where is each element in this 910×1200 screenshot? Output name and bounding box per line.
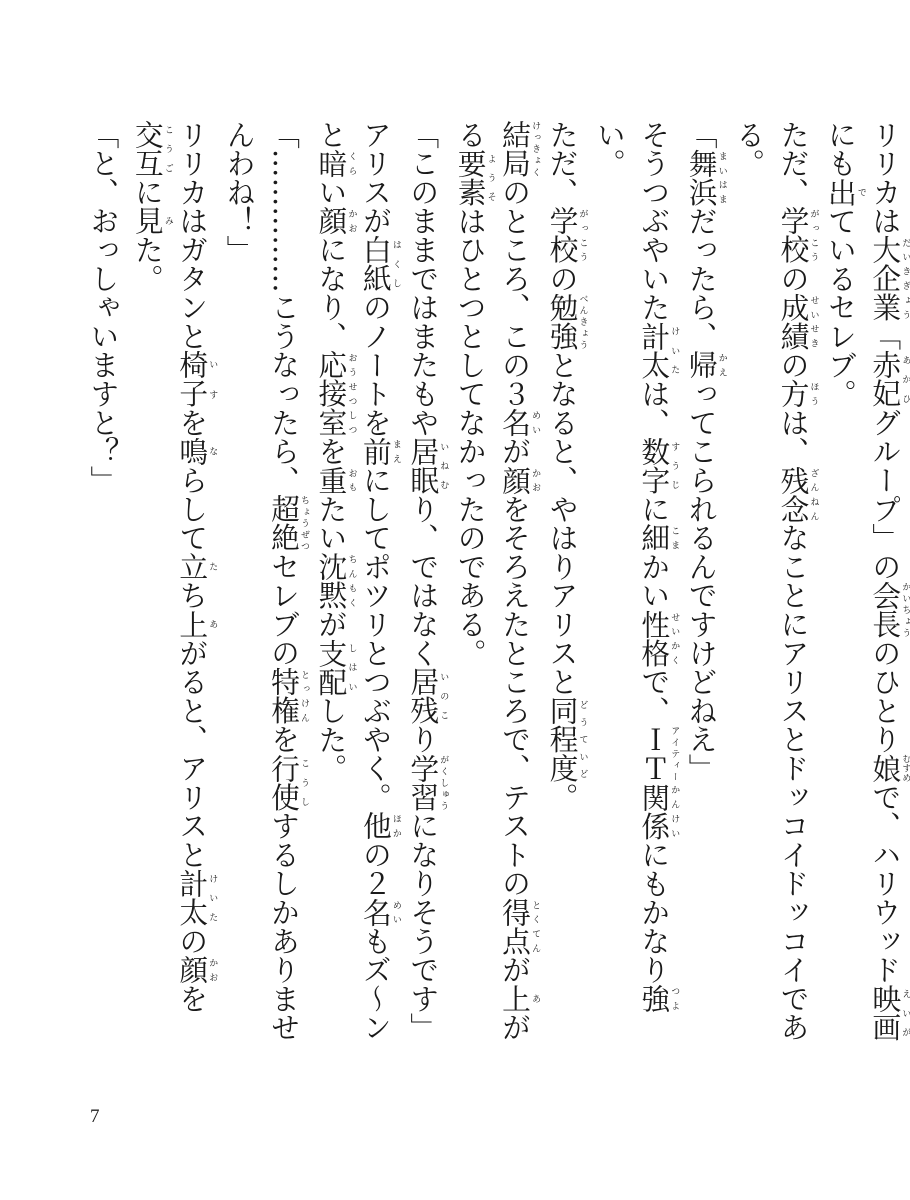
ruby-base: 上 [498,984,533,1013]
ruby-reading: ようそ [485,148,496,207]
text-run: のひとり [868,638,903,754]
ruby-reading: とっけん [299,667,310,725]
ruby-reading: しはい [346,638,357,697]
ruby-reading: がくしゅう [438,753,449,812]
ruby-base: 大企業 [868,235,903,322]
ruby-base: 結局 [498,120,533,178]
paragraph [125,120,217,1060]
ruby-word [314,350,357,437]
text-run: リリカはガタンと [175,120,210,351]
ruby-word [637,724,680,783]
ruby-reading: あ [207,609,218,639]
ruby-base: 顔 [314,206,349,236]
ruby-reading: こま [669,523,680,553]
text-run: だったら、 [684,206,719,351]
ruby-reading: ちょうぜつ [299,494,310,552]
text-run: 「 [684,120,719,149]
ruby-base: 学校 [776,206,811,265]
text-run: ち [175,580,210,610]
ruby-base: 他 [358,811,393,841]
ruby-base: 椅子 [175,350,210,409]
ruby-base: 学習 [406,753,441,812]
ruby-word [637,523,680,553]
ruby-base: 得点 [498,897,533,956]
text-run: の [175,926,210,956]
ruby-reading: すうじ [669,436,680,495]
ruby-reading: かいちょう [900,580,910,639]
ruby-reading: た [207,552,218,581]
ruby-word [868,580,910,639]
ruby-reading: ほか [390,811,401,841]
ruby-word [358,811,401,841]
text-run: セレブの [267,552,302,668]
text-run: そうつぶやいた [637,120,672,322]
text-run: がる [453,120,533,1042]
text-run: を [175,408,210,437]
ruby-base: 名 [498,408,533,437]
ruby-base: 顔 [175,955,210,985]
paragraph [401,120,448,1060]
text-run: に [130,177,165,207]
text-run: 「 [868,321,903,351]
ruby-word [130,120,173,178]
ruby-word [545,292,588,351]
paragraph [540,120,587,1060]
ruby-base: 上 [175,609,210,639]
ruby-base: 方 [776,379,811,409]
ruby-word [175,552,218,581]
text-run: にも [823,120,858,178]
text-run: がると、アリスと [175,638,210,869]
ruby-word [314,552,357,610]
text-run: り [406,724,441,754]
ruby-reading: いす [207,350,218,409]
text-run: となると、やはりアリスと [545,350,580,697]
ruby-word [406,753,449,812]
paragraph [679,120,726,1060]
text-run: り、ではなく [406,494,441,668]
ruby-base: 要素 [453,148,488,207]
ruby-word [545,206,588,265]
text-run: で、 [637,667,672,725]
novel-page-body [81,120,910,1080]
text-run: 「と、おっしゃいますと？」 [86,120,121,495]
ruby-reading: まえ [390,436,401,466]
text-run: にしてポツリとつぶやく。 [358,465,393,812]
ruby-base: 性格 [637,609,672,668]
text-run: い [314,177,349,207]
ruby-reading: み [162,206,173,236]
ruby-base: 見 [130,206,165,236]
ruby-base: 居眠 [406,436,441,495]
ruby-reading: まいはま [716,148,727,207]
ruby-reading: めい [530,408,541,437]
ruby-word [175,868,218,927]
text-run: の [776,264,811,293]
ruby-word [498,408,541,437]
vertical-text-column [81,120,910,1060]
text-run: もズ〜ンと [314,120,393,1042]
ruby-reading: けっきょく [530,120,541,178]
text-run: の [776,350,811,380]
ruby-base: 沈黙 [314,552,349,610]
text-run: ただ、 [545,120,580,207]
ruby-reading: こうご [162,120,173,178]
text-run: ただ、 [776,120,811,207]
ruby-base: 関係 [637,782,672,841]
text-run: 「……………こうなったら、 [267,120,302,495]
ruby-reading: かお [207,955,218,985]
text-run: をそろえたところで、テストの [498,494,533,898]
ruby-reading: な [207,436,218,466]
ruby-base: 特権 [267,667,302,725]
ruby-reading: けいた [207,868,218,927]
text-run: が [314,609,349,639]
text-run: らして [175,465,210,553]
ruby-word [684,148,727,207]
ruby-word [314,206,357,236]
ruby-reading: せいかく [669,609,680,668]
ruby-base: 細 [637,523,672,553]
ruby-word [175,436,218,466]
ruby-base: 舞浜 [684,148,719,207]
text-run: した。 [314,696,349,783]
ruby-reading: せいせき [808,292,819,351]
ruby-word [776,206,819,265]
ruby-base: 会長 [868,580,903,639]
text-run: になり、 [314,235,349,351]
ruby-word [267,494,310,552]
ruby-base: 応接室 [314,350,349,437]
ruby-base: 同程度 [545,696,580,783]
ruby-word [868,235,910,322]
ruby-reading: とくてん [530,897,541,956]
ruby-word [358,235,401,293]
text-run: かい [637,552,672,610]
text-run: になりそうです」 [406,811,441,1042]
text-run: は、 [776,408,811,466]
ruby-reading: おも [346,465,357,495]
ruby-reading: あ [530,984,541,1013]
ruby-base: 鳴 [175,436,210,466]
ruby-word [498,897,541,956]
paragraph [819,120,910,1060]
ruby-reading: ざんねん [808,465,819,524]
ruby-base: 娘 [868,753,903,783]
ruby-base: 計太 [637,321,672,380]
ruby-base: 重 [314,465,349,495]
text-run: なことにアリスとドッコイドッコイである。 [732,120,811,1042]
ruby-word [545,696,588,783]
ruby-word [498,984,541,1013]
text-run: は、 [637,379,672,437]
ruby-word [267,667,310,725]
ruby-word [314,148,357,178]
ruby-reading: えいが [900,984,910,1042]
paragraph [309,120,401,1060]
ruby-reading: めい [390,897,401,927]
ruby-reading: かえ [716,350,727,380]
text-run: するしかありませんわね！」 [222,120,302,1042]
ruby-reading: けいた [669,321,680,380]
ruby-reading: ちんもく [346,552,357,610]
ruby-reading: いのこ [438,667,449,725]
ruby-word [267,753,310,812]
ruby-reading: こうし [299,753,310,812]
ruby-word [637,984,680,1013]
text-run: い。 [592,120,627,178]
ruby-base: 帰 [684,350,719,380]
ruby-base: 支配 [314,638,349,697]
ruby-reading: つよ [669,984,680,1013]
ruby-reading: はくし [390,235,401,293]
ruby-reading: おうせつしつ [346,350,357,437]
text-run: た。 [130,235,165,293]
ruby-word [453,148,496,207]
ruby-word [868,984,910,1042]
ruby-base: 暗 [314,148,349,178]
ruby-word [175,609,218,639]
ruby-word [776,292,819,351]
ruby-word [314,638,357,697]
ruby-word [637,782,680,841]
ruby-word [314,465,357,495]
text-run: を [175,984,210,1013]
ruby-base: 交互 [130,120,165,178]
ruby-reading: アイティー [669,724,680,783]
ruby-base: 強 [637,984,672,1013]
ruby-reading: むすめ [900,753,910,783]
ruby-word [498,465,541,495]
text-run: のところ、この３ [498,177,533,409]
ruby-base: 超絶 [267,494,302,552]
paragraph [587,120,679,1060]
ruby-word [823,177,866,207]
ruby-reading: いねむ [438,436,449,495]
ruby-base: ＩＴ [637,724,672,783]
ruby-reading: どうていど [577,696,588,783]
text-run: のノートを [358,292,393,437]
ruby-reading: かお [530,465,541,495]
text-run: 。 [545,782,580,812]
ruby-word [406,436,449,495]
ruby-word [175,955,218,985]
ruby-reading: で [855,177,866,207]
ruby-base: 成績 [776,292,811,351]
ruby-word [175,350,218,409]
ruby-word [406,667,449,725]
text-run: が [498,436,533,466]
text-run: の [545,264,580,293]
page-number: 7 [90,1106,100,1127]
ruby-base: 数字 [637,436,672,495]
text-run: ってこられるんですけどねえ」 [684,379,719,783]
ruby-base: 映画 [868,984,903,1042]
ruby-reading: あかひ [900,350,910,409]
ruby-base: 居残 [406,667,441,725]
text-run: の２ [358,840,393,898]
ruby-word [776,465,819,524]
ruby-base: 名 [358,897,393,927]
text-run: アリスが [358,120,393,236]
text-run: を [267,724,302,754]
text-run: ているセレブ。 [823,206,858,409]
ruby-base: 前 [358,436,393,466]
text-run: たい [314,494,349,553]
ruby-base: 学校 [545,206,580,265]
ruby-base: 行使 [267,753,302,812]
ruby-base: 白紙 [358,235,393,293]
ruby-word [358,897,401,927]
text-run: で、ハリウッド [868,782,903,985]
ruby-base: 立 [175,552,210,581]
ruby-reading: だいきぎょう [900,235,910,322]
text-run: リリカは [868,120,903,236]
text-run: を [314,436,349,466]
ruby-reading: がっこう [577,206,588,264]
text-run: はひとつとしてなかったのである。 [453,206,488,668]
ruby-word [684,350,727,380]
paragraph [448,120,540,1060]
text-run: が [498,955,533,985]
ruby-reading: くら [346,148,357,178]
ruby-reading: かお [346,206,357,236]
paragraph [727,120,819,1060]
ruby-base: 計太 [175,868,210,927]
paragraph [217,120,309,1060]
ruby-word [637,436,680,495]
ruby-reading: がっこう [808,206,819,264]
ruby-word [498,120,541,178]
ruby-word [776,379,819,409]
ruby-reading: べんきょう [577,292,588,351]
ruby-base: 勉強 [545,292,580,351]
ruby-base: 残念 [776,465,811,524]
ruby-word [130,206,173,236]
ruby-reading: ほう [808,379,819,409]
ruby-word [358,436,401,466]
ruby-word [868,350,910,409]
text-run: グループ」の [868,408,903,581]
text-run: にもかなり [637,840,672,985]
ruby-reading: かんけい [669,782,680,841]
ruby-word [637,321,680,380]
ruby-word [868,753,910,783]
text-run: 「このままではまたもや [406,120,441,437]
ruby-base: 出 [823,177,858,207]
text-run: に [637,494,672,524]
ruby-base: 顔 [498,465,533,495]
paragraph [81,120,125,1060]
ruby-word [637,609,680,668]
ruby-base: 赤妃 [868,350,903,409]
